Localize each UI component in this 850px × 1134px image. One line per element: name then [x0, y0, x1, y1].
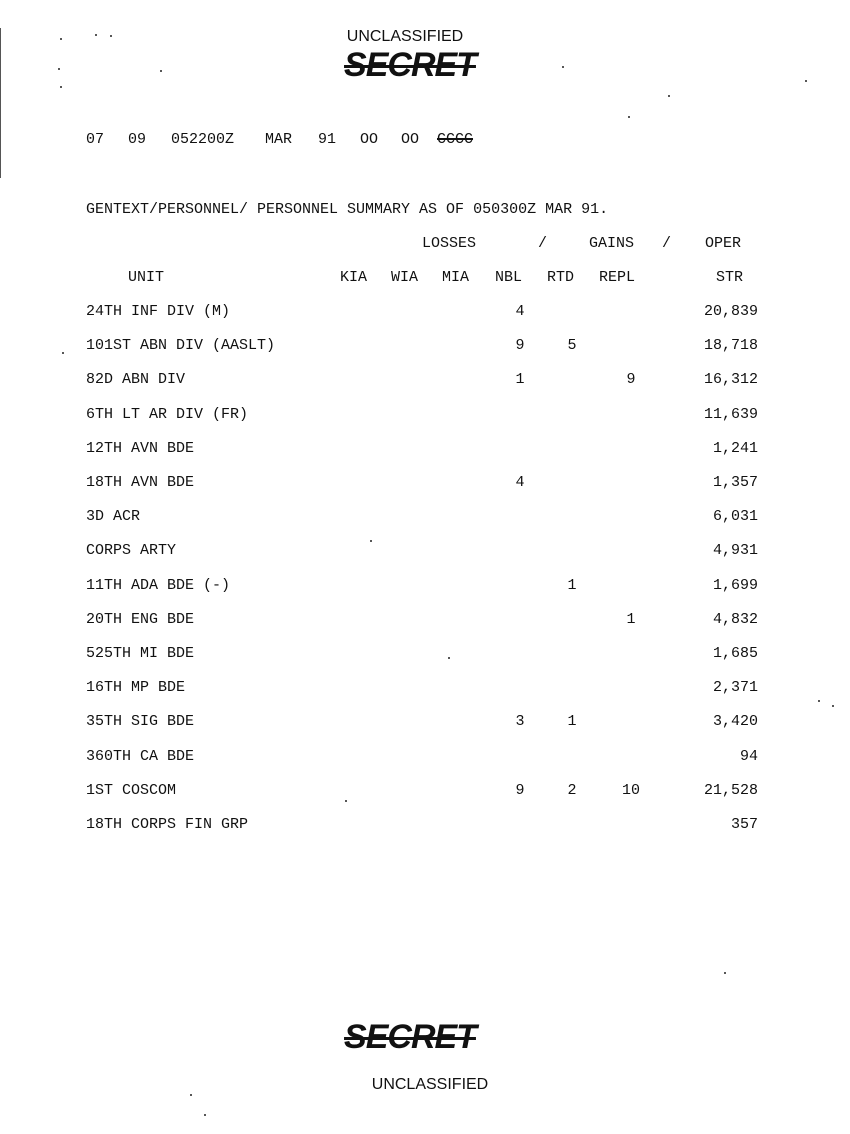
message-field: OO	[401, 131, 420, 148]
scan-speck	[190, 1094, 192, 1096]
repl-cell: 10	[621, 782, 640, 799]
struck-code: CCCC	[437, 131, 474, 148]
unit-cell: CORPS ARTY	[86, 542, 177, 559]
wia-column-header: WIA	[391, 269, 419, 286]
rtd-column-header: RTD	[547, 269, 575, 286]
nbl-column-header: NBL	[495, 269, 523, 286]
scan-speck	[628, 116, 630, 118]
unit-cell: 360TH CA BDE	[86, 748, 195, 765]
bottom-classification-label: UNCLASSIFIED	[371, 1076, 489, 1093]
losses-header: LOSSES	[422, 235, 477, 252]
str-cell: 4,832	[712, 611, 758, 628]
unit-cell: 12TH AVN BDE	[86, 440, 195, 457]
scan-speck	[668, 95, 670, 97]
nbl-cell: 4	[515, 474, 525, 491]
message-field: OO	[360, 131, 379, 148]
unit-cell: 1ST COSCOM	[86, 782, 177, 799]
bottom-secret-marking: SECRET	[344, 1018, 476, 1056]
unit-cell: 18TH AVN BDE	[86, 474, 195, 491]
unit-cell: 3D ACR	[86, 508, 141, 525]
repl-column-header: REPL	[599, 269, 636, 286]
rtd-cell: 1	[567, 577, 577, 594]
unit-cell: 35TH SIG BDE	[86, 713, 195, 730]
rtd-cell: 1	[567, 713, 577, 730]
unit-cell: 16TH MP BDE	[86, 679, 186, 696]
mia-column-header: MIA	[442, 269, 470, 286]
gains-header: GAINS	[589, 235, 635, 252]
message-field: MAR	[265, 131, 293, 148]
nbl-cell: 9	[515, 337, 525, 354]
scan-edge-line	[0, 28, 1, 178]
scan-speck	[370, 540, 372, 542]
str-cell: 6,031	[712, 508, 758, 525]
message-field: 07	[86, 131, 105, 148]
str-cell: 11,639	[703, 406, 758, 423]
str-cell: 1,241	[712, 440, 758, 457]
message-field: 09	[128, 131, 147, 148]
rtd-cell: 5	[567, 337, 577, 354]
str-column-header: STR	[716, 269, 744, 286]
str-cell: 18,718	[703, 337, 758, 354]
str-cell: 3,420	[712, 713, 758, 730]
gentext-line: GENTEXT/PERSONNEL/ PERSONNEL SUMMARY AS OF 050300Z MAR 91.	[86, 201, 609, 218]
scan-speck	[160, 70, 162, 72]
str-cell: 94	[739, 748, 758, 765]
nbl-cell: 1	[515, 371, 525, 388]
scan-speck	[724, 972, 726, 974]
unit-cell: 24TH INF DIV (M)	[86, 303, 231, 320]
scan-speck	[805, 80, 807, 82]
unit-cell: 11TH ADA BDE (-)	[86, 577, 231, 594]
scan-speck	[60, 38, 62, 40]
scan-speck	[345, 800, 347, 802]
unit-cell: 6TH LT AR DIV (FR)	[86, 406, 249, 423]
unit-cell: 525TH MI BDE	[86, 645, 195, 662]
scan-speck	[95, 34, 97, 36]
header-separator: /	[538, 235, 548, 252]
nbl-cell: 9	[515, 782, 525, 799]
str-cell: 357	[730, 816, 758, 833]
rtd-cell: 2	[567, 782, 577, 799]
str-cell: 1,685	[712, 645, 758, 662]
scan-speck	[110, 35, 112, 37]
str-cell: 2,371	[712, 679, 758, 696]
unit-cell: 20TH ENG BDE	[86, 611, 195, 628]
header-separator: /	[662, 235, 672, 252]
str-cell: 4,931	[712, 542, 758, 559]
unit-cell: 18TH CORPS FIN GRP	[86, 816, 249, 833]
message-field: 052200Z	[171, 131, 235, 148]
scan-speck	[832, 705, 834, 707]
str-cell: 1,699	[712, 577, 758, 594]
message-field: 91	[318, 131, 337, 148]
repl-cell: 1	[626, 611, 636, 628]
str-cell: 21,528	[703, 782, 758, 799]
top-classification-label: UNCLASSIFIED	[346, 28, 464, 45]
unit-cell: 82D ABN DIV	[86, 371, 186, 388]
nbl-cell: 4	[515, 303, 525, 320]
oper-header: OPER	[705, 235, 742, 252]
scan-speck	[204, 1114, 206, 1116]
scan-speck	[62, 352, 64, 354]
scan-speck	[562, 66, 564, 68]
nbl-cell: 3	[515, 713, 525, 730]
kia-column-header: KIA	[340, 269, 368, 286]
unit-cell: 101ST ABN DIV (AASLT)	[86, 337, 276, 354]
unit-column-header: UNIT	[128, 269, 165, 286]
scan-speck	[448, 657, 450, 659]
scan-speck	[58, 68, 60, 70]
str-cell: 1,357	[712, 474, 758, 491]
scan-speck	[818, 700, 820, 702]
str-cell: 20,839	[703, 303, 758, 320]
str-cell: 16,312	[703, 371, 758, 388]
scan-speck	[60, 86, 62, 88]
repl-cell: 9	[626, 371, 636, 388]
top-secret-marking: SECRET	[344, 46, 476, 84]
